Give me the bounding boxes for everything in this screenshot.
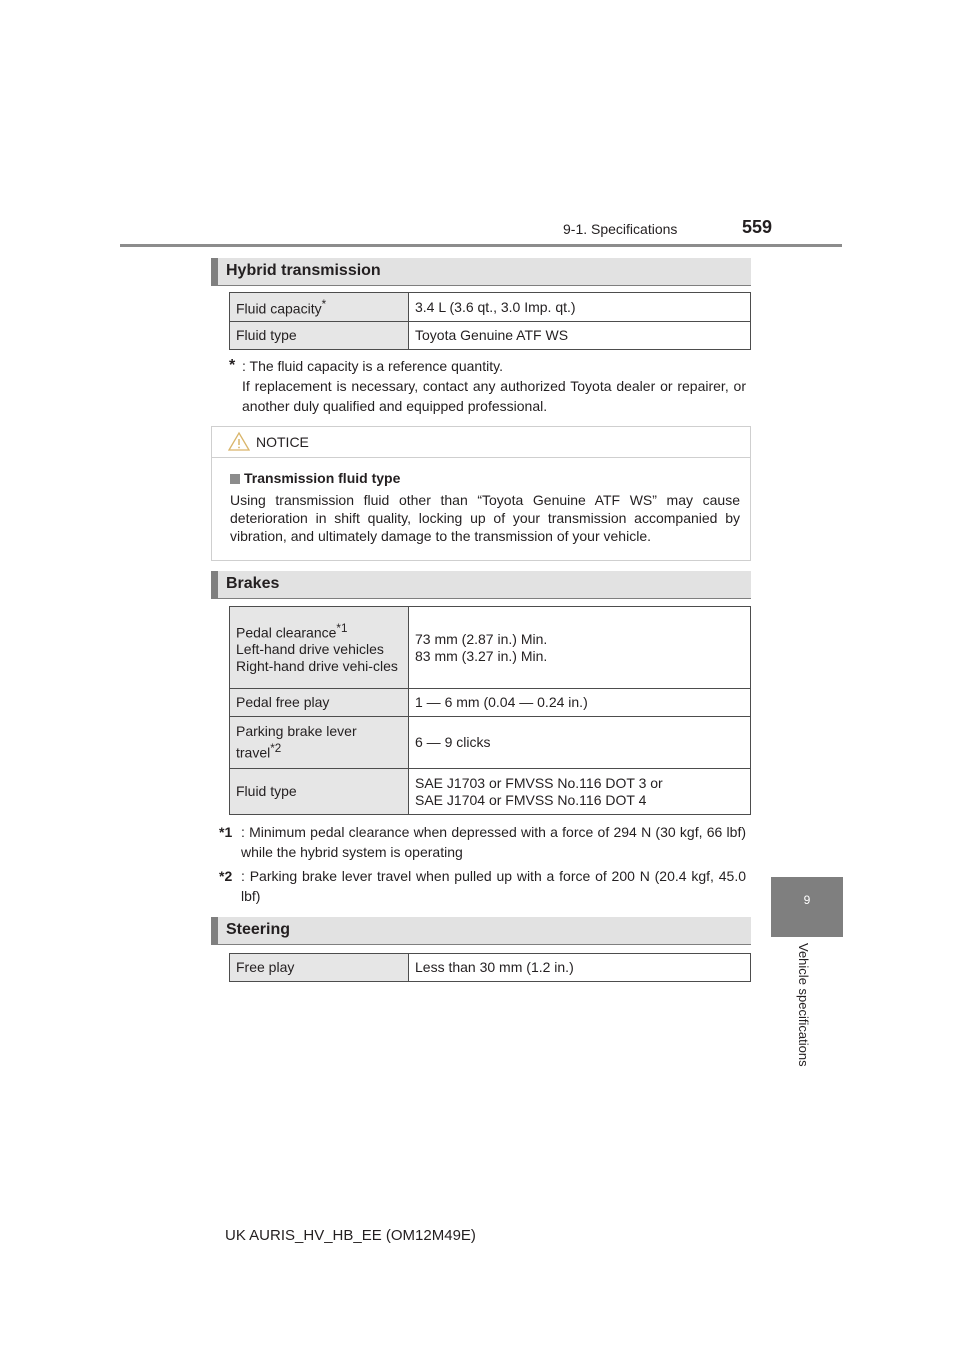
pedal-clearance-value: 73 mm (2.87 in.) Min. 83 mm (3.27 in.) Min. [409, 607, 751, 689]
hybrid-transmission-heading [211, 258, 751, 286]
fluid-type-label: Fluid type [230, 322, 409, 350]
parking-brake-value: 6 — 9 clicks [409, 717, 751, 769]
steering-heading [211, 917, 751, 945]
fluid-capacity-footnote: * : The fluid capacity is a reference quantity. If replacement is necessary, contact any authorized Toyota dealer or repairer, or another duly qualified and equipped professional. [229, 357, 746, 414]
pedal-clearance-footnote: *1 : Minimum pedal clearance when depressed with a force of 294 N (30 kgf, 66 lbf) while the hybrid system is operating [219, 824, 746, 860]
notice-title: NOTICE [256, 434, 309, 450]
table-row [230, 769, 751, 815]
steering-free-play-value: Less than 30 mm (1.2 in.) [409, 954, 751, 982]
brake-fluid-type-label: Fluid type [230, 769, 409, 815]
pedal-clearance-label: Pedal clearance$^{*1}$ Left-hand drive vehicles Right-hand drive vehi-cles [230, 607, 409, 689]
fluid-type-value: Toyota Genuine ATF WS [409, 322, 751, 350]
hybrid-transmission-title: Hybrid transmission [226, 262, 381, 279]
fluid-capacity-value: 3.4 L (3.6 qt., 3.0 Imp. qt.) [409, 293, 751, 322]
table-row [230, 689, 751, 717]
parking-brake-footnote: *2 : Parking brake lever travel when pulled up with a force of 200 N (20.4 kgf, 45.0 lbf) [219, 868, 746, 904]
table-row [230, 293, 751, 322]
brake-fluid-type-value: SAE J1703 or FMVSS No.116 DOT 3 or SAE J1704 or FMVSS No.116 DOT 4 [409, 769, 751, 815]
brakes-table [229, 606, 751, 815]
brakes-title: Brakes [226, 575, 280, 592]
chapter-label: Vehicle specifications [796, 943, 811, 1067]
brakes-heading [211, 571, 751, 599]
pedal-free-play-label: Pedal free play [230, 689, 409, 717]
section-title: 9-1. Specifications [563, 221, 678, 237]
square-bullet-icon [230, 474, 240, 484]
steering-title: Steering [226, 921, 291, 938]
steering-table [229, 953, 751, 982]
chapter-number: 9 [803, 893, 811, 907]
table-row [230, 607, 751, 689]
notice-text: Using transmission fluid other than “Toyota Genuine ATF WS” may cause deterioration in shift quality, locking up of your transmission accompanied by vibration, and ultimately damage to the transmission of your vehicle. [230, 492, 740, 544]
hybrid-transmission-table [229, 292, 751, 350]
model-code: UK AURIS_HV_HB_EE (OM12M49E) [225, 1227, 476, 1244]
chapter-tab [771, 877, 843, 937]
table-row [230, 322, 751, 350]
page-number: 559 [742, 217, 773, 237]
table-row [230, 954, 751, 982]
notice-box [211, 426, 751, 561]
header-divider [120, 244, 842, 247]
table-row [230, 717, 751, 769]
notice-header [212, 427, 750, 458]
fluid-capacity-label: Fluid capacity* [230, 293, 409, 322]
parking-brake-label: Parking brake lever travel$^{*2}$ [230, 717, 409, 769]
notice-subtitle: Transmission fluid type [244, 470, 401, 486]
steering-free-play-label: Free play [230, 954, 409, 982]
warning-icon [228, 431, 250, 451]
pedal-free-play-value: 1 — 6 mm (0.04 — 0.24 in.) [409, 689, 751, 717]
